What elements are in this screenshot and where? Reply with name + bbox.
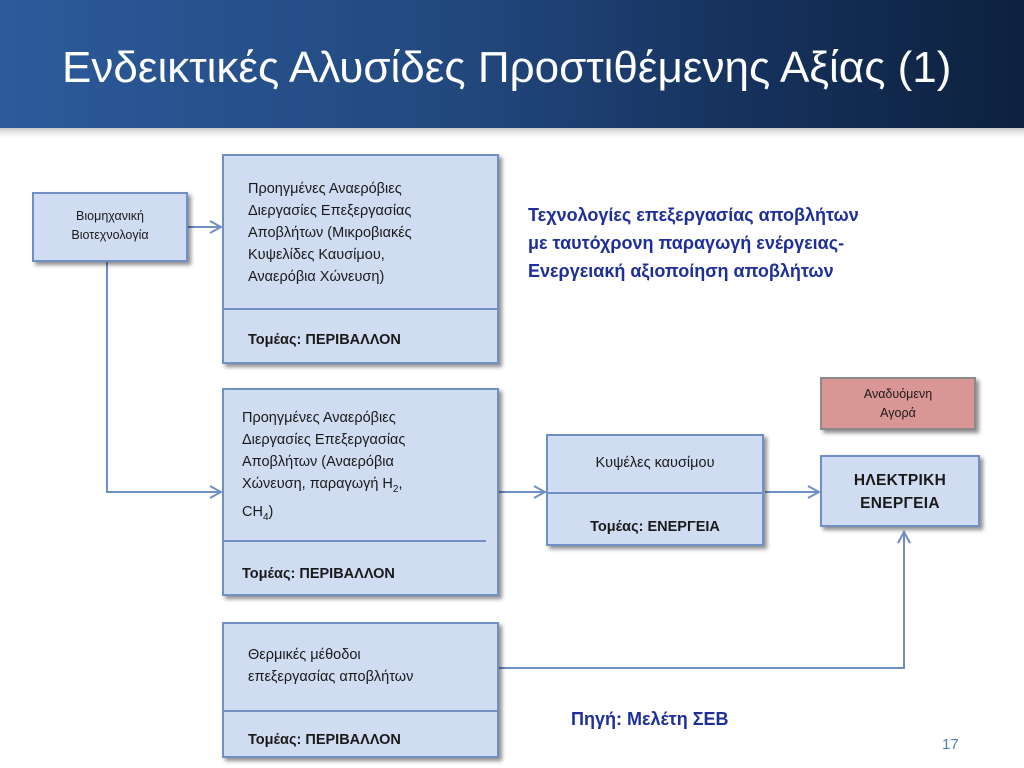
page-number: 17: [942, 736, 959, 753]
electricity-line1: ΗΛΕΚΤΡΙΚΗ: [853, 472, 947, 489]
box-middle-line4-suffix: ,: [398, 476, 403, 492]
box-bottom-divider: [224, 710, 497, 712]
box-middle-line: [242, 473, 405, 501]
box-middle-divider: [224, 540, 486, 542]
ch4-subscript: 4: [262, 511, 269, 523]
fuel-cells-label: Κυψέλες καυσίμου: [595, 455, 715, 471]
box-bottom-sector: Τομέας: ΠΕΡΙΒΑΛΛΟΝ: [248, 732, 401, 748]
box-top-sector: Τομέας: ΠΕΡΙΒΑΛΛΟΝ: [248, 332, 401, 348]
side-note-line: Ενεργειακή αξιοποίηση αποβλήτων: [528, 261, 834, 281]
side-note: [528, 201, 998, 285]
box-top-text: [248, 178, 412, 288]
fuel-cells-box: [546, 434, 764, 546]
box-top-line: Αναερόβια Χώνευση): [248, 269, 385, 285]
fuel-cells-divider: [548, 492, 762, 494]
side-note-line: με ταυτόχρονη παραγωγή ενέργειας-: [528, 233, 845, 253]
thermal-methods-box: [222, 622, 499, 758]
box-middle-text: [242, 407, 405, 529]
emerging-market-line2: Αγορά: [880, 406, 916, 420]
anaerobic-digestion-box: [222, 388, 499, 596]
box-middle-line: Αποβλήτων (Αναερόβια: [242, 454, 394, 470]
source-citation: Πηγή: Μελέτη ΣΕΒ: [571, 709, 729, 729]
h2-subscript: 2: [392, 483, 399, 495]
box-top-line: Αποβλήτων (Μικροβιακές: [248, 225, 412, 241]
box-middle-line4-prefix: Χώνευση, παραγωγή Η: [242, 476, 393, 492]
box-middle-line: Διεργασίες Επεξεργασίας: [242, 432, 406, 448]
anaerobic-microbial-box: [222, 154, 499, 364]
emerging-market-line1: Αναδυόμενη: [863, 387, 933, 401]
box-middle-line5-suffix: ): [268, 503, 274, 520]
fuel-cells-sector: Τομέας: ΕΝΕΡΓΕΙΑ: [590, 519, 720, 535]
box-middle-line5-prefix: CH: [242, 503, 263, 520]
box-top-line: Κυψελίδες Καυσίμου,: [248, 247, 385, 263]
box-middle-line: [242, 501, 405, 529]
box-middle-sector: Τομέας: ΠΕΡΙΒΑΛΛΟΝ: [242, 566, 395, 582]
box-bottom-line: Θερμικές μέθοδοι: [248, 647, 361, 663]
box-top-line: Προηγμένες Αναερόβιες: [248, 181, 402, 197]
arrow-thermal-to-electricity: [499, 532, 904, 668]
source-box-line1: Βιομηχανική: [76, 209, 144, 223]
electricity-line2: ΕΝΕΡΓΕΙΑ: [860, 495, 940, 512]
box-top-divider: [224, 308, 497, 310]
box-middle-line: Προηγμένες Αναερόβιες: [242, 410, 396, 426]
box-top-line: Διεργασίες Επεξεργασίας: [248, 203, 412, 219]
biotech-source-box: [32, 192, 188, 262]
box-bottom-line: επεξεργασίας αποβλήτων: [248, 669, 414, 685]
arrow-source-to-middle: [107, 262, 221, 492]
source-box-line2: Βιοτεχνολογία: [71, 228, 149, 242]
box-bottom-text: [248, 644, 413, 688]
slide-title: Ενδεικτικές Αλυσίδες Προστιθέμενης Αξίας (1): [62, 43, 952, 92]
electricity-box: [820, 455, 980, 527]
emerging-market-box: [820, 377, 976, 430]
side-note-line: Τεχνολογίες επεξεργασίας αποβλήτων: [528, 205, 859, 225]
